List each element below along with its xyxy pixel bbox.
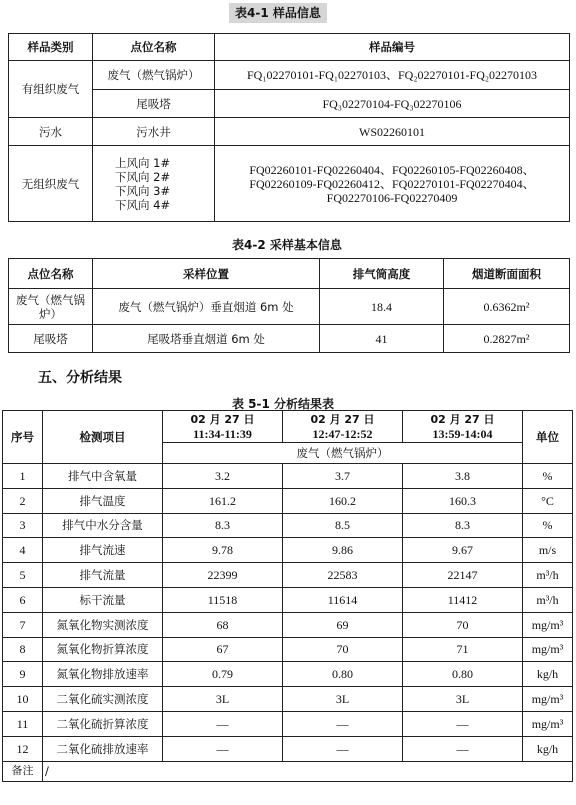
height-boiler: 18.4	[320, 289, 444, 325]
results-body	[3, 464, 573, 762]
sample-info-table	[8, 33, 570, 222]
table-row	[3, 736, 573, 761]
header-date-1: 02 月 27 日	[190, 412, 255, 426]
row-item: 排气流量	[43, 563, 163, 588]
row-no: 3	[3, 513, 43, 538]
row-value-3: —	[403, 711, 523, 736]
site-wind-points	[93, 146, 215, 222]
sample-id-line-3: FQ02270106-FQ02270409	[326, 190, 458, 205]
row-item: 排气中水分含量	[43, 513, 163, 538]
row-no: 1	[3, 464, 43, 489]
table-row	[9, 146, 570, 222]
row-value-3: —	[403, 736, 523, 761]
row-value-2: 160.2	[283, 488, 403, 513]
table-header-row	[3, 411, 573, 443]
sample-id-line-2: FQ02260109-FQ02260412、FQ02270101-FQ02270404、	[249, 176, 535, 191]
row-no: 5	[3, 563, 43, 588]
row-value-2: 11614	[283, 587, 403, 612]
site-tower: 尾吸塔	[9, 325, 93, 353]
category-unorganized-gas: 无组织废气	[9, 146, 93, 222]
table-row	[3, 612, 573, 637]
category-wastewater: 污水	[9, 118, 93, 146]
row-no: 9	[3, 662, 43, 687]
row-no: 8	[3, 637, 43, 662]
row-value-2: 22583	[283, 563, 403, 588]
row-item: 标干流量	[43, 587, 163, 612]
site-upwind-1: 上风向 1#	[115, 155, 171, 170]
row-value-3: 0.80	[403, 662, 523, 687]
row-value-2: —	[283, 711, 403, 736]
row-item: 二氧化硫实测浓度	[43, 687, 163, 712]
row-value-3: 71	[403, 637, 523, 662]
position-tower: 尾吸塔垂直烟道 6m 处	[93, 325, 320, 353]
site-boiler: 废气（燃气锅炉）	[93, 61, 215, 90]
table-row	[9, 61, 570, 90]
row-item: 排气温度	[43, 488, 163, 513]
row-value-1: 11518	[163, 587, 283, 612]
remark-row	[3, 761, 573, 781]
sample-id-unorganized	[215, 146, 570, 222]
row-no: 2	[3, 488, 43, 513]
area-tower: 0.2827m²	[444, 325, 570, 353]
header-sample-category: 样品类别	[9, 34, 93, 61]
row-value-3: 11412	[403, 587, 523, 612]
site-downwind-2: 下风向 2#	[115, 169, 171, 184]
table-row	[3, 538, 573, 563]
table-header-row	[9, 34, 570, 61]
table-row	[9, 325, 570, 353]
row-value-1: 67	[163, 637, 283, 662]
row-value-2: 3L	[283, 687, 403, 712]
site-well: 污水井	[93, 118, 215, 146]
row-unit: kg/h	[523, 736, 573, 761]
table-5-1-caption: 表 5-1 分析结果表	[232, 397, 335, 411]
header-site-name: 点位名称	[93, 34, 215, 61]
row-no: 4	[3, 538, 43, 563]
header-item: 检测项目	[43, 411, 163, 464]
header-time-3	[403, 411, 523, 443]
row-no: 7	[3, 612, 43, 637]
row-no: 12	[3, 736, 43, 761]
row-no: 10	[3, 687, 43, 712]
row-value-2: 69	[283, 612, 403, 637]
sampling-info-table	[8, 258, 570, 353]
row-value-1: 161.2	[163, 488, 283, 513]
row-unit: mg/m³	[523, 637, 573, 662]
row-unit: m/s	[523, 538, 573, 563]
sample-id-boiler: FQ₁02270101-FQ₁02270103、FQ₂02270101-FQ₂02270103	[215, 61, 570, 90]
site-boiler: 废气（燃气锅炉）	[9, 289, 93, 325]
row-value-2: 0.80	[283, 662, 403, 687]
header-site-name: 点位名称	[9, 259, 93, 289]
row-unit: kg/h	[523, 662, 573, 687]
table-4-2-caption: 表4-2 采样基本信息	[232, 238, 342, 252]
site-downwind-4: 下风向 4#	[115, 197, 171, 212]
row-value-1: 3.2	[163, 464, 283, 489]
category-organized-gas: 有组织废气	[9, 61, 93, 118]
header-time-1	[163, 411, 283, 443]
row-value-3: 70	[403, 612, 523, 637]
row-item: 排气中含氧量	[43, 464, 163, 489]
header-flue-area: 烟道断面面积	[444, 259, 570, 289]
source-label: 废气（燃气锅炉）	[163, 443, 523, 464]
row-no: 11	[3, 711, 43, 736]
position-boiler: 废气（燃气锅炉）垂直烟道 6m 处	[93, 289, 320, 325]
table-row	[3, 587, 573, 612]
row-item: 二氧化硫折算浓度	[43, 711, 163, 736]
table-row	[3, 687, 573, 712]
header-sampling-position: 采样位置	[93, 259, 320, 289]
site-tower: 尾吸塔	[93, 90, 215, 118]
table-row	[9, 289, 570, 325]
header-sample-id: 样品编号	[215, 34, 570, 61]
row-value-2: 70	[283, 637, 403, 662]
row-value-3: 160.3	[403, 488, 523, 513]
sample-id-tower: FQ₃02270104-FQ₃02270106	[215, 90, 570, 118]
row-value-1: —	[163, 736, 283, 761]
row-item: 排气流速	[43, 538, 163, 563]
table-row	[3, 711, 573, 736]
row-unit: °C	[523, 488, 573, 513]
row-value-1: —	[163, 711, 283, 736]
row-value-3: 3L	[403, 687, 523, 712]
row-value-3: 22147	[403, 563, 523, 588]
row-item: 氮氧化物折算浓度	[43, 637, 163, 662]
table-row	[9, 90, 570, 118]
row-unit: m³/h	[523, 587, 573, 612]
remark-label: 备注	[3, 761, 43, 781]
section-heading: 五、分析结果	[38, 370, 122, 386]
header-range-1: 11:34-11:39	[193, 426, 252, 441]
remark-value: /	[43, 761, 573, 781]
sample-id-line-1: FQ02260101-FQ02260404、FQ02260105-FQ02260408、	[249, 162, 535, 177]
row-unit: mg/m³	[523, 612, 573, 637]
table-4-1-caption: 表4-1 样品信息	[229, 4, 327, 21]
header-range-2: 12:47-12:52	[312, 426, 373, 441]
table-row	[3, 662, 573, 687]
row-unit: %	[523, 464, 573, 489]
analysis-results-table	[2, 410, 573, 782]
row-unit: mg/m³	[523, 687, 573, 712]
row-unit: m³/h	[523, 563, 573, 588]
row-value-3: 3.8	[403, 464, 523, 489]
header-range-3: 13:59-14:04	[432, 426, 493, 441]
row-unit: %	[523, 513, 573, 538]
table-row	[3, 464, 573, 489]
row-value-1: 68	[163, 612, 283, 637]
row-value-2: 3.7	[283, 464, 403, 489]
table-row	[3, 563, 573, 588]
row-value-3: 8.3	[403, 513, 523, 538]
table-header-row	[9, 259, 570, 289]
row-value-3: 9.67	[403, 538, 523, 563]
header-time-2	[283, 411, 403, 443]
header-stack-height: 排气筒高度	[320, 259, 444, 289]
header-no: 序号	[3, 411, 43, 464]
height-tower: 41	[320, 325, 444, 353]
row-unit: mg/m³	[523, 711, 573, 736]
sample-id-well: WS02260101	[215, 118, 570, 146]
row-value-2: —	[283, 736, 403, 761]
table-row	[3, 488, 573, 513]
header-date-3: 02 月 27 日	[430, 412, 495, 426]
table-row	[3, 513, 573, 538]
row-item: 氮氧化物实测浓度	[43, 612, 163, 637]
row-value-2: 8.5	[283, 513, 403, 538]
row-value-1: 8.3	[163, 513, 283, 538]
site-downwind-3: 下风向 3#	[115, 183, 171, 198]
row-no: 6	[3, 587, 43, 612]
row-value-1: 0.79	[163, 662, 283, 687]
row-value-1: 22399	[163, 563, 283, 588]
header-date-2: 02 月 27 日	[310, 412, 375, 426]
row-item: 二氧化硫排放速率	[43, 736, 163, 761]
row-value-1: 3L	[163, 687, 283, 712]
table-row	[3, 637, 573, 662]
header-unit: 单位	[523, 411, 573, 464]
table-row	[9, 118, 570, 146]
row-value-1: 9.78	[163, 538, 283, 563]
area-boiler: 0.6362m²	[444, 289, 570, 325]
row-item: 氮氧化物排放速率	[43, 662, 163, 687]
row-value-2: 9.86	[283, 538, 403, 563]
